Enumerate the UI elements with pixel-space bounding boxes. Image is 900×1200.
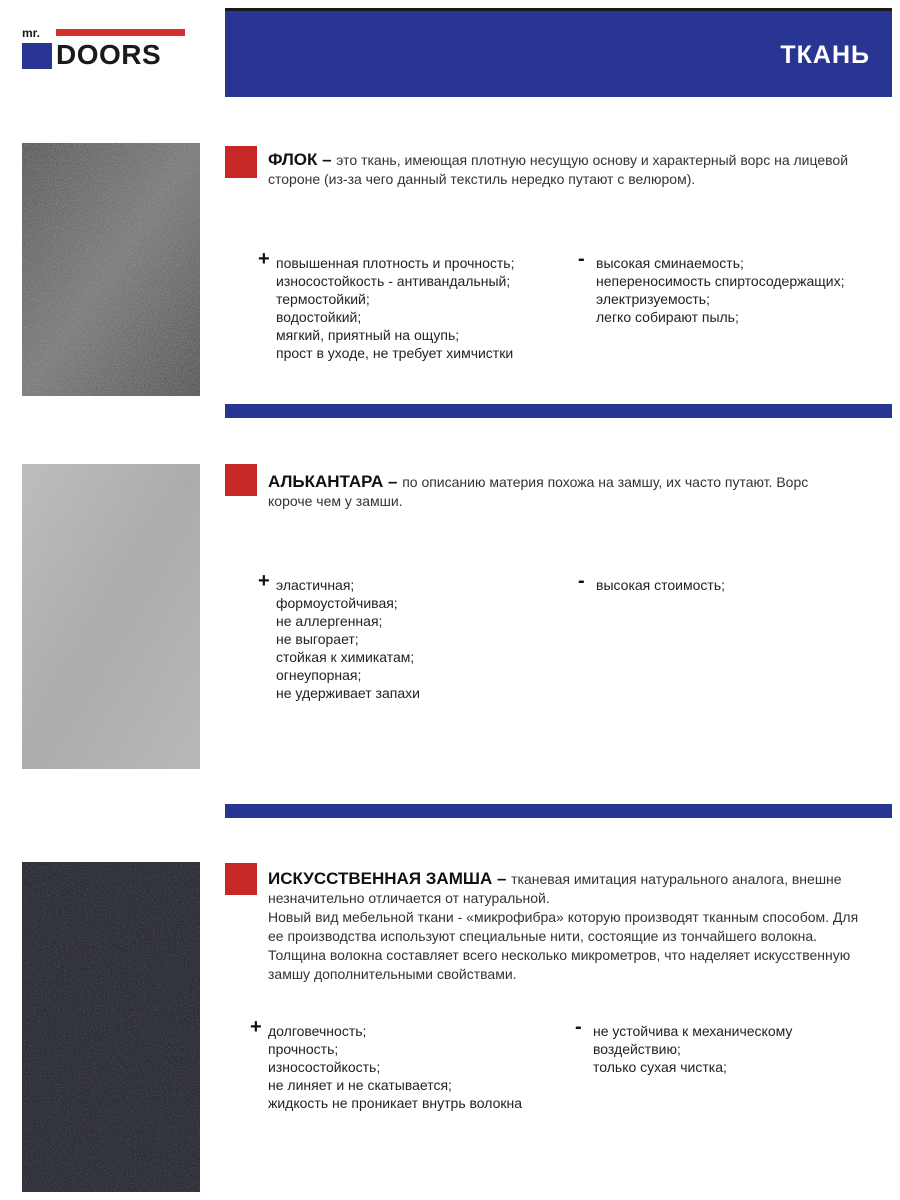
list-item: износостойкость - антивандальный; (276, 273, 511, 289)
plus-icon: + (258, 570, 270, 592)
list-item: мягкий, приятный на ощупь; (276, 327, 460, 343)
list-item: термостойкий; (276, 291, 370, 307)
section-divider (225, 404, 892, 418)
list-item: стойкая к химикатам; (276, 649, 415, 665)
section-marker-flock (225, 146, 257, 178)
logo-blue-square (22, 43, 52, 69)
section-divider (225, 804, 892, 818)
list-item: не аллергенная; (276, 613, 383, 629)
list-item: долговечность; (268, 1023, 367, 1039)
plus-icon: + (250, 1016, 262, 1038)
alcantara-term: АЛЬКАНТАРА (268, 472, 384, 491)
minus-icon: - (575, 1016, 582, 1038)
alcantara-cons (578, 570, 726, 594)
suede-definition: тканевая имитация натурального аналога, внешне незначительно отличается от натуральной. (268, 871, 842, 906)
flock-pros (258, 248, 515, 362)
suede-cons (575, 1016, 793, 1076)
list-item: высокая сминаемость; (596, 255, 744, 271)
brand-logo (22, 24, 167, 74)
list-item: формоустойчивая; (276, 595, 398, 611)
list-item: только сухая чистка; (593, 1059, 727, 1075)
list-item: непереносимость спиртосодержащих; (596, 273, 845, 289)
list-item: легко собирают пыль; (596, 309, 739, 325)
flock-term: ФЛОК (268, 150, 318, 169)
list-item: высокая стоимость; (596, 577, 726, 593)
logo-red-bar (56, 29, 185, 36)
alcantara-fabric-swatch (22, 464, 200, 769)
list-item: прочность; (268, 1041, 339, 1057)
flock-cons (578, 248, 845, 326)
list-item: не выгорает; (276, 631, 359, 647)
section-marker-alcantara (225, 464, 257, 496)
minus-icon: - (578, 570, 585, 592)
alcantara-definition: по описанию материя похожа на замшу, их часто путают. Ворс короче чем у замши. (268, 474, 809, 509)
header-banner (225, 11, 892, 97)
section-marker-suede (225, 863, 257, 895)
suede-term: ИСКУССТВЕННАЯ ЗАМША (268, 869, 493, 888)
suede-fabric-swatch (22, 862, 200, 1192)
alcantara-pros (258, 570, 420, 702)
suede-description: ИСКУССТВЕННАЯ ЗАМША – тканевая имитация натурального аналога, внешне незначительно отличается от натуральной. Новый вид мебельной ткани - «микрофибра» которую производят тканным способом. Для ее производства используют специальные нити, состоящие из тончайшего волокна. Толщина волокна составляет всего несколько микрометров, что наделяет искусственную замшу дополнительными свойствами. (268, 869, 873, 984)
list-item: электризуемость; (596, 291, 710, 307)
flock-definition: это ткань, имеющая плотную несущую основу и характерный ворс на лицевой стороне (из-за чего данный текстиль нередко путают с велюром). (268, 152, 849, 187)
list-item: повышенная плотность и прочность; (276, 255, 515, 271)
page-title: ТКАНЬ (780, 41, 870, 69)
logo-doors-text: DOORS (56, 39, 162, 70)
list-item: эластичная; (276, 577, 355, 593)
list-item: водостойкий; (276, 309, 362, 325)
alcantara-description: АЛЬКАНТАРА – по описанию материя похожа на замшу, их часто путают. Ворс короче чем у замши. (268, 472, 809, 509)
list-item: огнеупорная; (276, 667, 362, 683)
list-item: не линяет и не скатывается; (268, 1077, 452, 1093)
plus-icon: + (258, 248, 270, 270)
list-item: прост в уходе, не требует химчистки (276, 345, 514, 361)
list-item: не устойчива к механическому (593, 1023, 793, 1039)
list-item: жидкость не проникает внутрь волокна (268, 1095, 523, 1111)
suede-detail: Новый вид мебельной ткани - «микрофибра» которую производят тканным способом. Для ее производства используют специальные нити, состоящие из тончайшего волокна. Толщина волокна составляет всего несколько микрометров, что наделяет искусственную замшу дополнительными свойствами. (268, 909, 859, 982)
list-item: износостойкость; (268, 1059, 381, 1075)
list-item: воздействию; (593, 1041, 681, 1057)
flock-fabric-swatch (22, 143, 200, 396)
list-item: не удерживает запахи (276, 685, 420, 701)
minus-icon: - (578, 248, 585, 270)
suede-pros (250, 1016, 523, 1112)
logo-mr-text: mr. (22, 26, 41, 40)
flock-description: ФЛОК – это ткань, имеющая плотную несущую основу и характерный ворс на лицевой стороне (из-за чего данный текстиль нередко путают с велюром). (268, 150, 849, 187)
